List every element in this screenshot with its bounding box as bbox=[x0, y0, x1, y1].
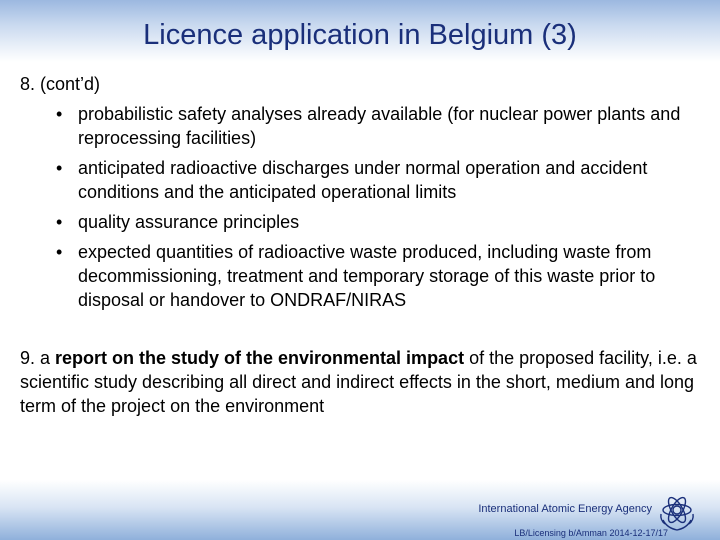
section-9-prefix: 9. a bbox=[20, 348, 56, 368]
section-9-emphasis: report on the study of the environmental impact bbox=[55, 348, 465, 368]
footer-reference: LB/Licensing b/Amman 2014-12-17/17 bbox=[514, 528, 668, 538]
bullet-item bbox=[20, 102, 700, 150]
bullet-item bbox=[20, 210, 700, 234]
agency-name: International Atomic Energy Agency bbox=[478, 503, 652, 515]
slide-body bbox=[20, 72, 700, 418]
bullet-item bbox=[20, 156, 700, 204]
bullet-text: probabilistic safety analyses already available (for nuclear power plants and reprocessing facilities) bbox=[78, 104, 681, 148]
bullet-text: quality assurance principles bbox=[78, 212, 300, 232]
bullet-text: anticipated radioactive discharges under normal operation and accident conditions and the anticipated operational limits bbox=[78, 158, 648, 202]
section-8-heading: 8. (cont’d) bbox=[20, 74, 101, 94]
bullet-icon: • bbox=[56, 104, 63, 124]
bullet-text: expected quantities of radioactive waste produced, including waste from decommissioning, treatment and temporary storage of this waste prior to disposal or handover to ONDRAF/NIRAS bbox=[78, 242, 656, 310]
bullet-item bbox=[20, 240, 700, 312]
bullet-icon: • bbox=[56, 242, 63, 262]
section-9-paragraph bbox=[20, 346, 700, 418]
iaea-logo-icon bbox=[657, 490, 697, 532]
section-8-bullet-list bbox=[20, 102, 700, 312]
bullet-icon: • bbox=[56, 212, 63, 232]
slide-title: Licence application in Belgium (3) bbox=[143, 19, 577, 51]
section-9-text: of the proposed facility, i.e. a scientific study describing all direct and indirect effects in the short, medium and long term of the project on the environment bbox=[20, 348, 697, 416]
bullet-icon: • bbox=[56, 158, 63, 178]
